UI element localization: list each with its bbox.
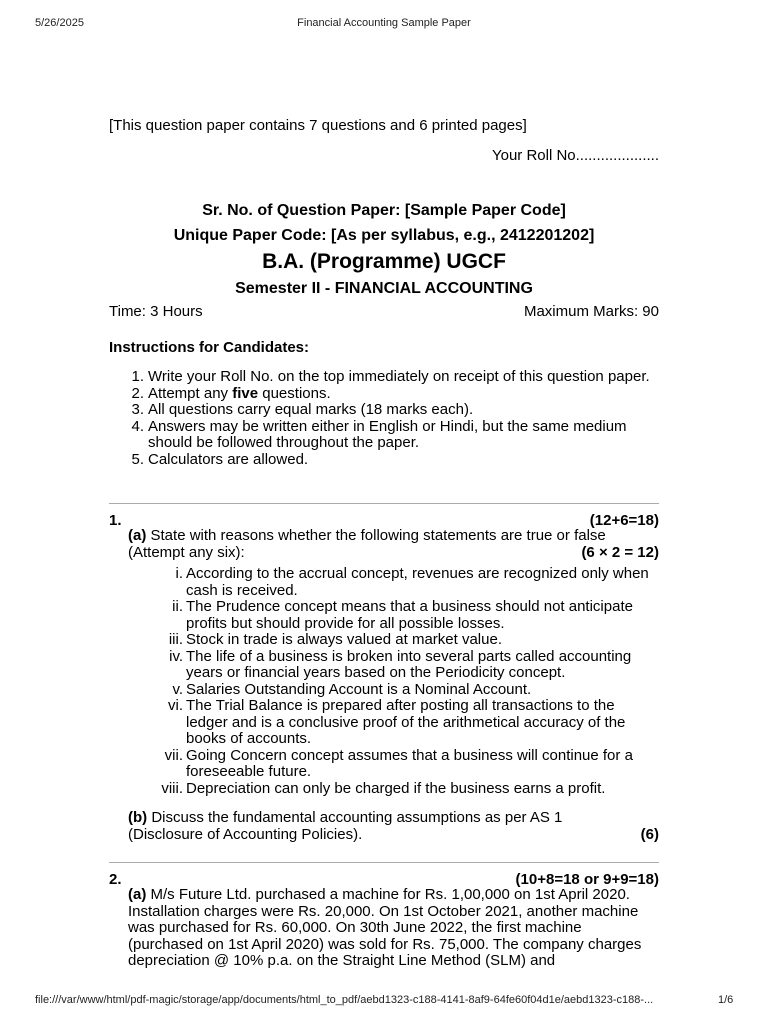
serial-number: Sr. No. of Question Paper: [Sample Paper Code] [202, 202, 566, 219]
unique-paper-code: Unique Paper Code: [As per syllabus, e.g., 2412201202] [173, 227, 595, 244]
print-date: 5/26/2025 [35, 17, 84, 29]
instructions-heading: Instructions for Candidates: [109, 339, 310, 356]
question-2-number: 2. [109, 871, 122, 888]
divider [109, 503, 659, 504]
file-path: file:///var/www/html/pdf-magic/storage/app/documents/html_to_pdf/aebd1323-c188-4141-8af9-64fe60f04d1e/aebd1323-c188-... [35, 994, 654, 1006]
statements-list [109, 566, 659, 797]
question-1a: (a) State with reasons whether the following statements are true or false (Attempt any six): (6 × 2 = 12) [128, 527, 659, 561]
statement-item: vi. The Trial Balance is prepared after posting all transactions to the ledger and is a conclusive proof of the arithmetical accuracy of the books of accounts. [168, 697, 626, 747]
statement-item: ii. The Prudence concept means that a business should not anticipate profits but should provide for all possible losses. [172, 598, 633, 632]
statement-item: iii. Stock in trade is always valued at market value. [168, 631, 502, 648]
statement-item: v. Salaries Outstanding Account is a Nominal Account. [172, 680, 532, 698]
instruction-item: 1. Write your Roll No. on the top immediately on receipt of this question paper. [131, 368, 650, 385]
maximum-marks: Maximum Marks: 90 [523, 303, 659, 320]
semester-subject: Semester II - FINANCIAL ACCOUNTING [235, 280, 533, 297]
question-1b-marks: (6) [640, 825, 659, 843]
statement-item: iv. The life of a business is broken into several parts called accounting years or financial years based on the Periodicity concept. [169, 647, 632, 681]
question-1a-marks: (6 × 2 = 12) [581, 543, 659, 561]
roll-number-line: Your Roll No.................... [491, 147, 659, 164]
print-title: Financial Accounting Sample Paper [297, 17, 471, 29]
statement-item: vii. Going Concern concept assumes that a business will continue for a foreseeable future. [164, 746, 633, 780]
statement-item: i. According to the accrual concept, revenues are recognized only when cash is received. [175, 565, 649, 599]
programme-title: B.A. (Programme) UGCF [262, 250, 506, 273]
divider [109, 862, 659, 863]
instructions-list [109, 369, 659, 468]
instruction-item: 3. All questions carry equal marks (18 marks each). [131, 401, 474, 418]
question-2-marks: (10+8=18 or 9+9=18) [515, 871, 659, 888]
paper-note: [This question paper contains 7 questions and 6 printed pages] [109, 117, 527, 134]
question-1-marks: (12+6=18) [589, 512, 659, 529]
instruction-item: 5. Calculators are allowed. [131, 450, 309, 468]
question-1b: (b) Discuss the fundamental accounting assumptions as per AS 1 (Disclosure of Accounting Policies). (6) [128, 809, 659, 843]
instruction-item: 2. Attempt any five questions. [131, 384, 331, 402]
question-2a: (a) M/s Future Ltd. purchased a machine for Rs. 1,00,000 on 1st April 2020. Installation charges were Rs. 20,000. On 1st October 2021, another machine was purchased for Rs. 60,000. On 30th June 2022, the first machine (purchased on 1st April 2020) was sold for Rs. 75,000. The company charges depreciation @ 10% p.a. on the Straight Line Method (SLM) and [128, 887, 642, 969]
page-number: 1/6 [718, 994, 734, 1006]
exam-time: Time: 3 Hours [109, 303, 203, 320]
question-1-number: 1. [109, 512, 122, 529]
instruction-item: 4. Answers may be written either in English or Hindi, but the same medium should be followed throughout the paper. [131, 417, 627, 451]
statement-item: viii. Depreciation can only be charged if the business earns a profit. [161, 779, 606, 797]
